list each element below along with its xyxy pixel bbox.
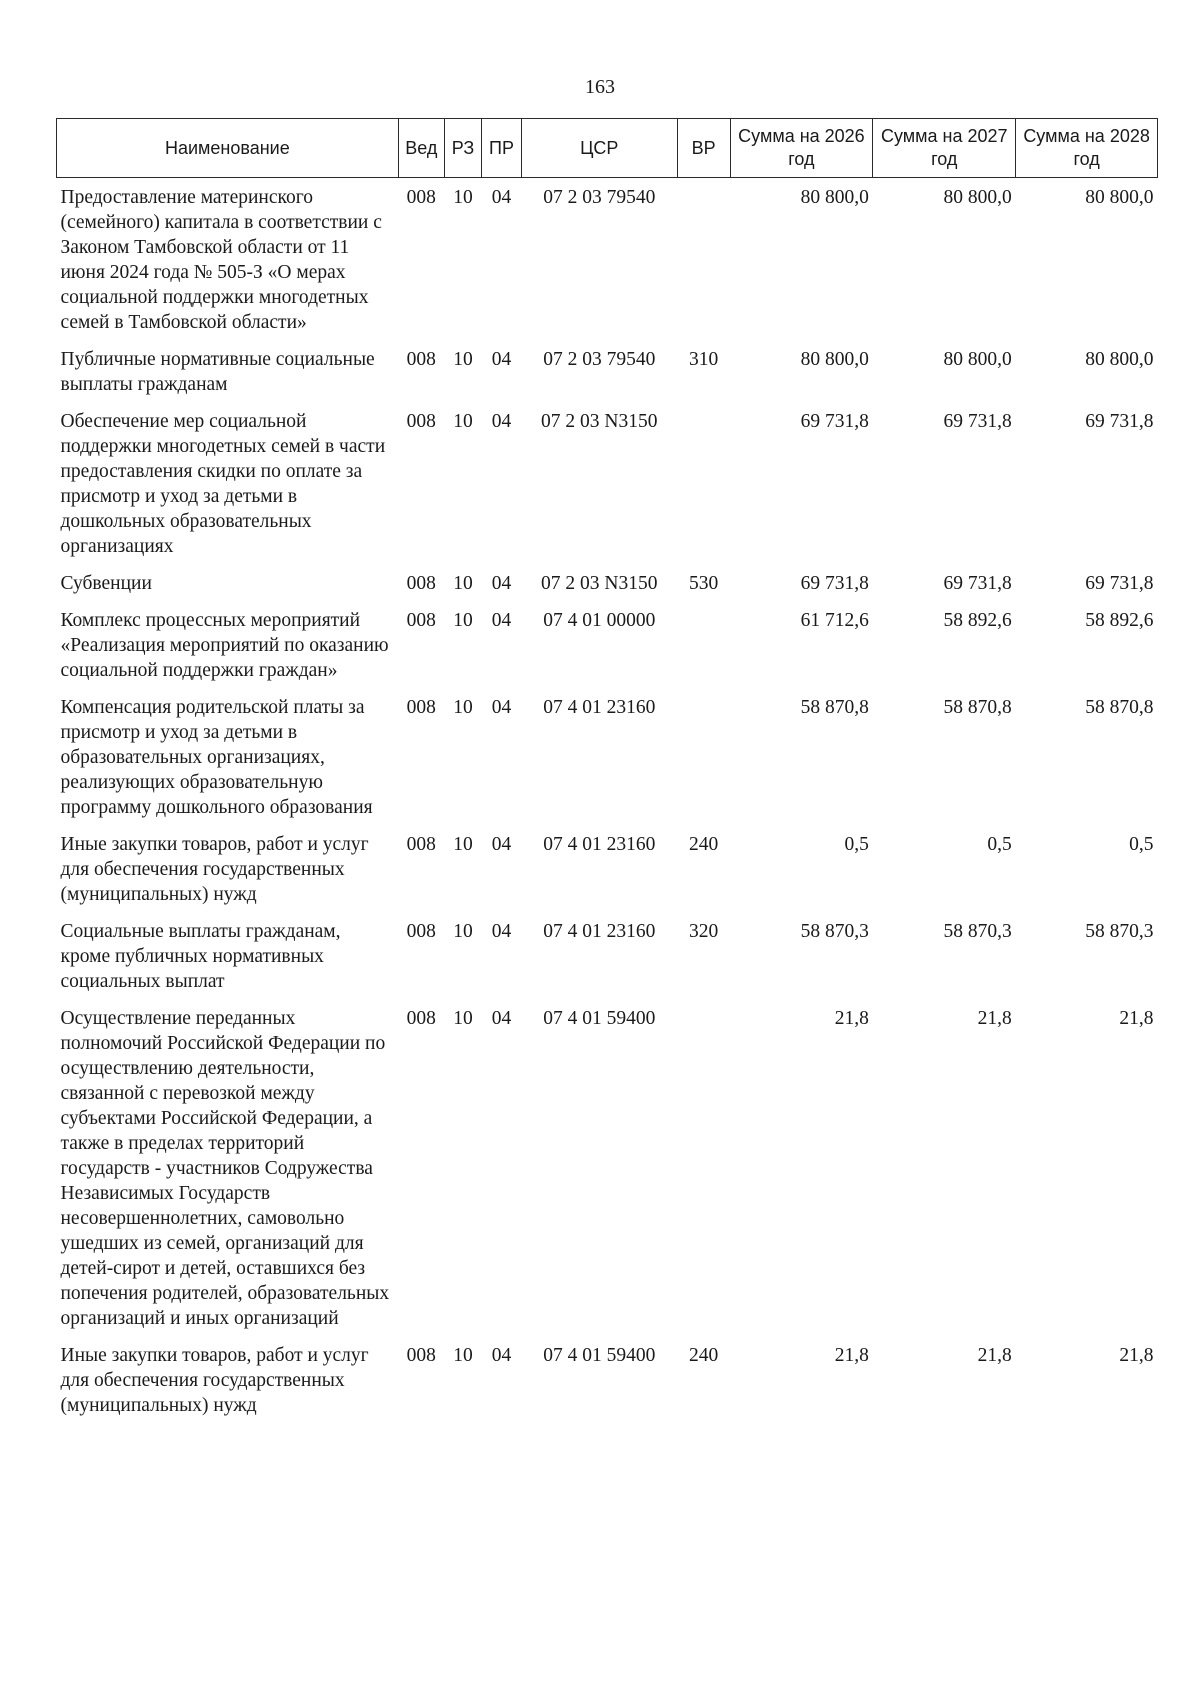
row-sum-2027: 21,8 [977, 1345, 1012, 1366]
row-sum-2027: 0,5 [987, 834, 1012, 855]
table-row [57, 1336, 1158, 1423]
row-sum-2026: 58 870,3 [800, 921, 869, 942]
table-header-row [57, 119, 1158, 178]
row-rz: 10 [453, 921, 473, 942]
row-name: Компенсация родительской платы за присмотр и уход за детьми в образовательных организациях, реализующих образовательную программу дошкольного образования [60, 697, 373, 818]
table-row [57, 178, 1158, 341]
row-pr: 04 [491, 697, 512, 718]
row-csr: 07 4 01 23160 [543, 921, 656, 942]
row-sum-2028: 69 731,8 [1085, 573, 1154, 594]
row-name: Иные закупки товаров, работ и услуг для обеспечения государственных (муниципальных) нужд [60, 834, 369, 905]
row-pr: 04 [491, 1345, 512, 1366]
row-sum-2027: 58 870,8 [943, 697, 1012, 718]
row-pr: 04 [491, 349, 512, 370]
row-sum-2027: 58 870,3 [943, 921, 1012, 942]
row-sum-2028: 21,8 [1119, 1008, 1154, 1029]
row-csr: 07 2 03 79540 [543, 187, 656, 208]
row-sum-2026: 21,8 [834, 1345, 869, 1366]
row-sum-2026: 69 731,8 [800, 573, 869, 594]
row-sum-2026: 58 870,8 [800, 697, 869, 718]
row-sum-2028: 58 892,6 [1085, 610, 1154, 631]
row-csr: 07 4 01 23160 [543, 697, 656, 718]
budget-table [56, 118, 1158, 1423]
row-pr: 04 [491, 921, 512, 942]
row-sum-2026: 80 800,0 [800, 187, 869, 208]
row-vr [677, 688, 730, 825]
row-vr: 310 [689, 349, 719, 370]
header-pr: ПР [482, 119, 522, 178]
row-csr: 07 4 01 59400 [543, 1345, 656, 1366]
row-pr: 04 [491, 573, 512, 594]
header-vr: ВР [677, 119, 730, 178]
row-vr: 320 [689, 921, 719, 942]
row-ved: 008 [406, 610, 436, 631]
row-sum-2027: 21,8 [977, 1008, 1012, 1029]
row-name: Социальные выплаты гражданам, кроме публичных нормативных социальных выплат [60, 921, 341, 992]
row-csr: 07 4 01 00000 [543, 610, 656, 631]
row-ved: 008 [406, 187, 436, 208]
table-row [57, 999, 1158, 1336]
table-row [57, 402, 1158, 564]
header-rz: РЗ [444, 119, 481, 178]
row-ved: 008 [406, 1008, 436, 1029]
row-name: Субвенции [60, 573, 152, 594]
row-sum-2028: 80 800,0 [1085, 349, 1154, 370]
header-sum-2027: Сумма на 2027 год [873, 119, 1016, 178]
row-name: Публичные нормативные социальные выплаты гражданам [60, 349, 375, 395]
row-sum-2026: 0,5 [844, 834, 869, 855]
row-vr: 240 [689, 1345, 719, 1366]
row-ved: 008 [406, 349, 436, 370]
row-rz: 10 [453, 573, 473, 594]
row-ved: 008 [406, 697, 436, 718]
row-sum-2026: 21,8 [834, 1008, 869, 1029]
row-rz: 10 [453, 697, 473, 718]
row-csr: 07 2 03 N3150 [541, 573, 658, 594]
row-sum-2028: 69 731,8 [1085, 411, 1154, 432]
row-sum-2026: 69 731,8 [800, 411, 869, 432]
row-sum-2026: 80 800,0 [800, 349, 869, 370]
row-pr: 04 [491, 1008, 512, 1029]
row-pr: 04 [491, 610, 512, 631]
header-sum-2028: Сумма на 2028 год [1016, 119, 1158, 178]
row-sum-2027: 80 800,0 [943, 187, 1012, 208]
row-rz: 10 [453, 834, 473, 855]
row-name: Иные закупки товаров, работ и услуг для обеспечения государственных (муниципальных) нужд [60, 1345, 369, 1416]
row-vr [677, 999, 730, 1336]
row-rz: 10 [453, 411, 473, 432]
table-row [57, 564, 1158, 601]
row-vr: 240 [689, 834, 719, 855]
row-pr: 04 [491, 187, 512, 208]
row-name: Обеспечение мер социальной поддержки многодетных семей в части предоставления скидки по оплате за присмотр и уход за детьми в дошкольных образовательных организациях [60, 411, 386, 557]
row-ved: 008 [406, 411, 436, 432]
table-row [57, 340, 1158, 402]
table-row [57, 688, 1158, 825]
row-sum-2027: 80 800,0 [943, 349, 1012, 370]
row-sum-2027: 69 731,8 [943, 411, 1012, 432]
table-row [57, 912, 1158, 999]
table-row [57, 825, 1158, 912]
header-sum-2026: Сумма на 2026 год [730, 119, 873, 178]
table-row [57, 601, 1158, 688]
header-csr: ЦСР [521, 119, 677, 178]
page-number: 163 [585, 76, 615, 98]
row-sum-2028: 58 870,3 [1085, 921, 1154, 942]
row-rz: 10 [453, 610, 473, 631]
row-rz: 10 [453, 1008, 473, 1029]
row-rz: 10 [453, 349, 473, 370]
row-vr [677, 178, 730, 341]
header-name: Наименование [57, 119, 399, 178]
row-sum-2026: 61 712,6 [800, 610, 869, 631]
row-sum-2027: 69 731,8 [943, 573, 1012, 594]
row-csr: 07 4 01 59400 [543, 1008, 656, 1029]
row-pr: 04 [491, 411, 512, 432]
row-ved: 008 [406, 921, 436, 942]
row-csr: 07 2 03 N3150 [541, 411, 658, 432]
header-ved: Вед [398, 119, 444, 178]
row-sum-2028: 80 800,0 [1085, 187, 1154, 208]
row-vr [677, 402, 730, 564]
row-ved: 008 [406, 1345, 436, 1366]
row-pr: 04 [491, 834, 512, 855]
row-sum-2028: 21,8 [1119, 1345, 1154, 1366]
row-ved: 008 [406, 573, 436, 594]
row-sum-2028: 0,5 [1129, 834, 1154, 855]
row-rz: 10 [453, 1345, 473, 1366]
row-vr [677, 601, 730, 688]
row-vr: 530 [689, 573, 719, 594]
row-sum-2027: 58 892,6 [943, 610, 1012, 631]
row-csr: 07 4 01 23160 [543, 834, 656, 855]
row-rz: 10 [453, 187, 473, 208]
row-name: Предоставление материнского (семейного) капитала в соответствии с Законом Тамбовской области от 11 июня 2024 года № 505-З «О мерах социальной поддержки многодетных семей в Тамбовской области» [60, 187, 382, 333]
row-name: Комплекс процессных мероприятий «Реализация мероприятий по оказанию социальной поддержки граждан» [60, 610, 389, 681]
row-name: Осуществление переданных полномочий Российской Федерации по осуществлению деятельности, связанной с перевозкой между субъектами Российской Федерации, а также в пределах территорий государств - участников Содружества Независимых Государств несовершеннолетних, самовольно ушедших из семей, организаций для детей-сирот и детей, оставшихся без попечения родителей, образовательных организаций и иных организаций [60, 1008, 390, 1329]
row-csr: 07 2 03 79540 [543, 349, 656, 370]
row-sum-2028: 58 870,8 [1085, 697, 1154, 718]
row-ved: 008 [406, 834, 436, 855]
